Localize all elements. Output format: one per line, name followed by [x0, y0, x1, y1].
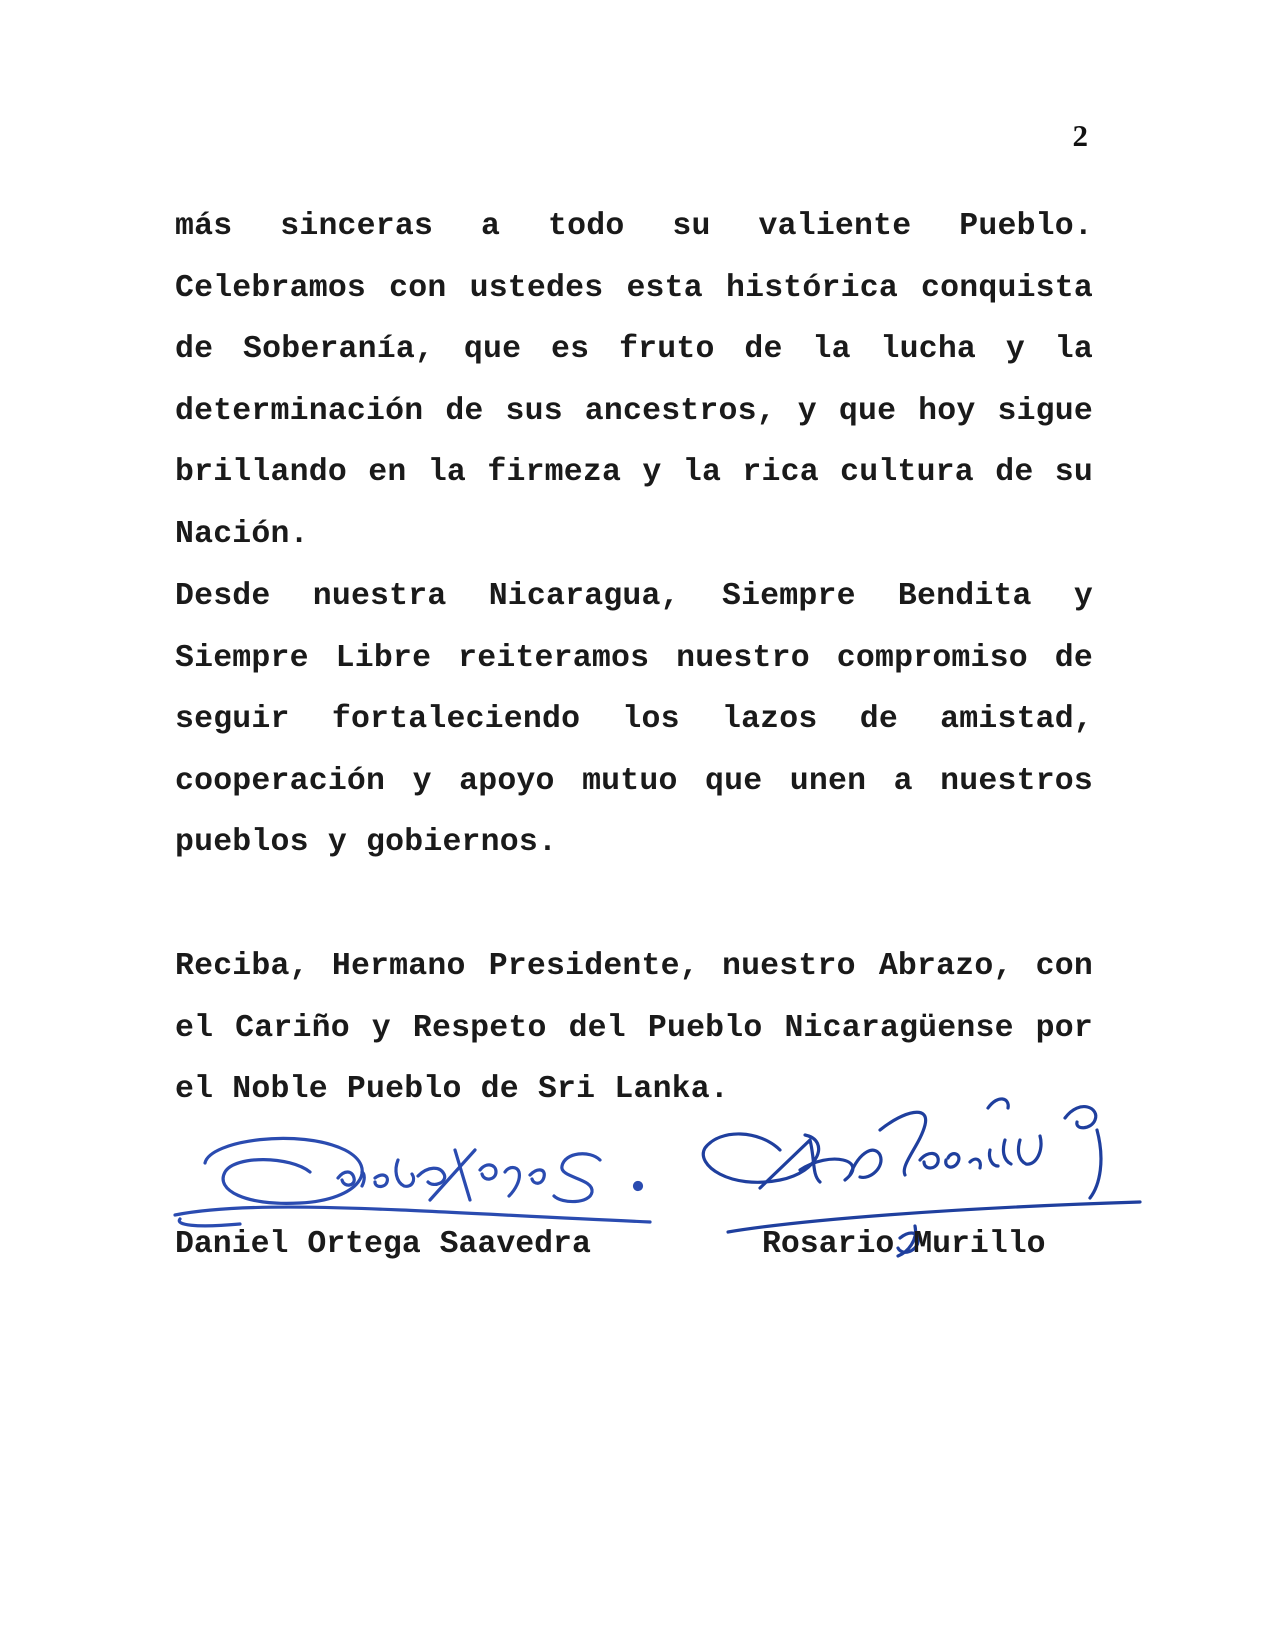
- paragraph-text: Desde nuestra Nicaragua, Siempre Bendita y Siempre Libre reiteramos nuestro compromiso de seguir fortaleciendo los lazos de amistad, cooperación y apoyo mutuo que unen a nuestros pueblos y gobiernos.: [175, 579, 1093, 860]
- signature-daniel-ortega: [175, 1138, 650, 1225]
- letter-paragraph-2: [175, 566, 1093, 874]
- signer-name-daniel-ortega: Daniel Ortega Saavedra: [175, 1227, 591, 1262]
- signer-name-rosario-murillo: Rosario Murillo: [762, 1227, 1046, 1262]
- paragraph-text: Reciba, Hermano Presidente, nuestro Abrazo, con el Cariño y Respeto del Pueblo Nicaragüense por el Noble Pueblo de Sri Lanka.: [175, 949, 1093, 1107]
- page-number: 2: [1072, 118, 1088, 153]
- letter-paragraph-3: [175, 936, 1093, 1121]
- paragraph-text: más sinceras a todo su valiente Pueblo. Celebramos con ustedes esta histórica conquista de Soberanía, que es fruto de la lucha y la determinación de sus ancestros, y que hoy sigue brillando en la firmeza y la rica cultura de su Nación.: [175, 209, 1093, 552]
- letter-paragraph-1: [175, 196, 1093, 565]
